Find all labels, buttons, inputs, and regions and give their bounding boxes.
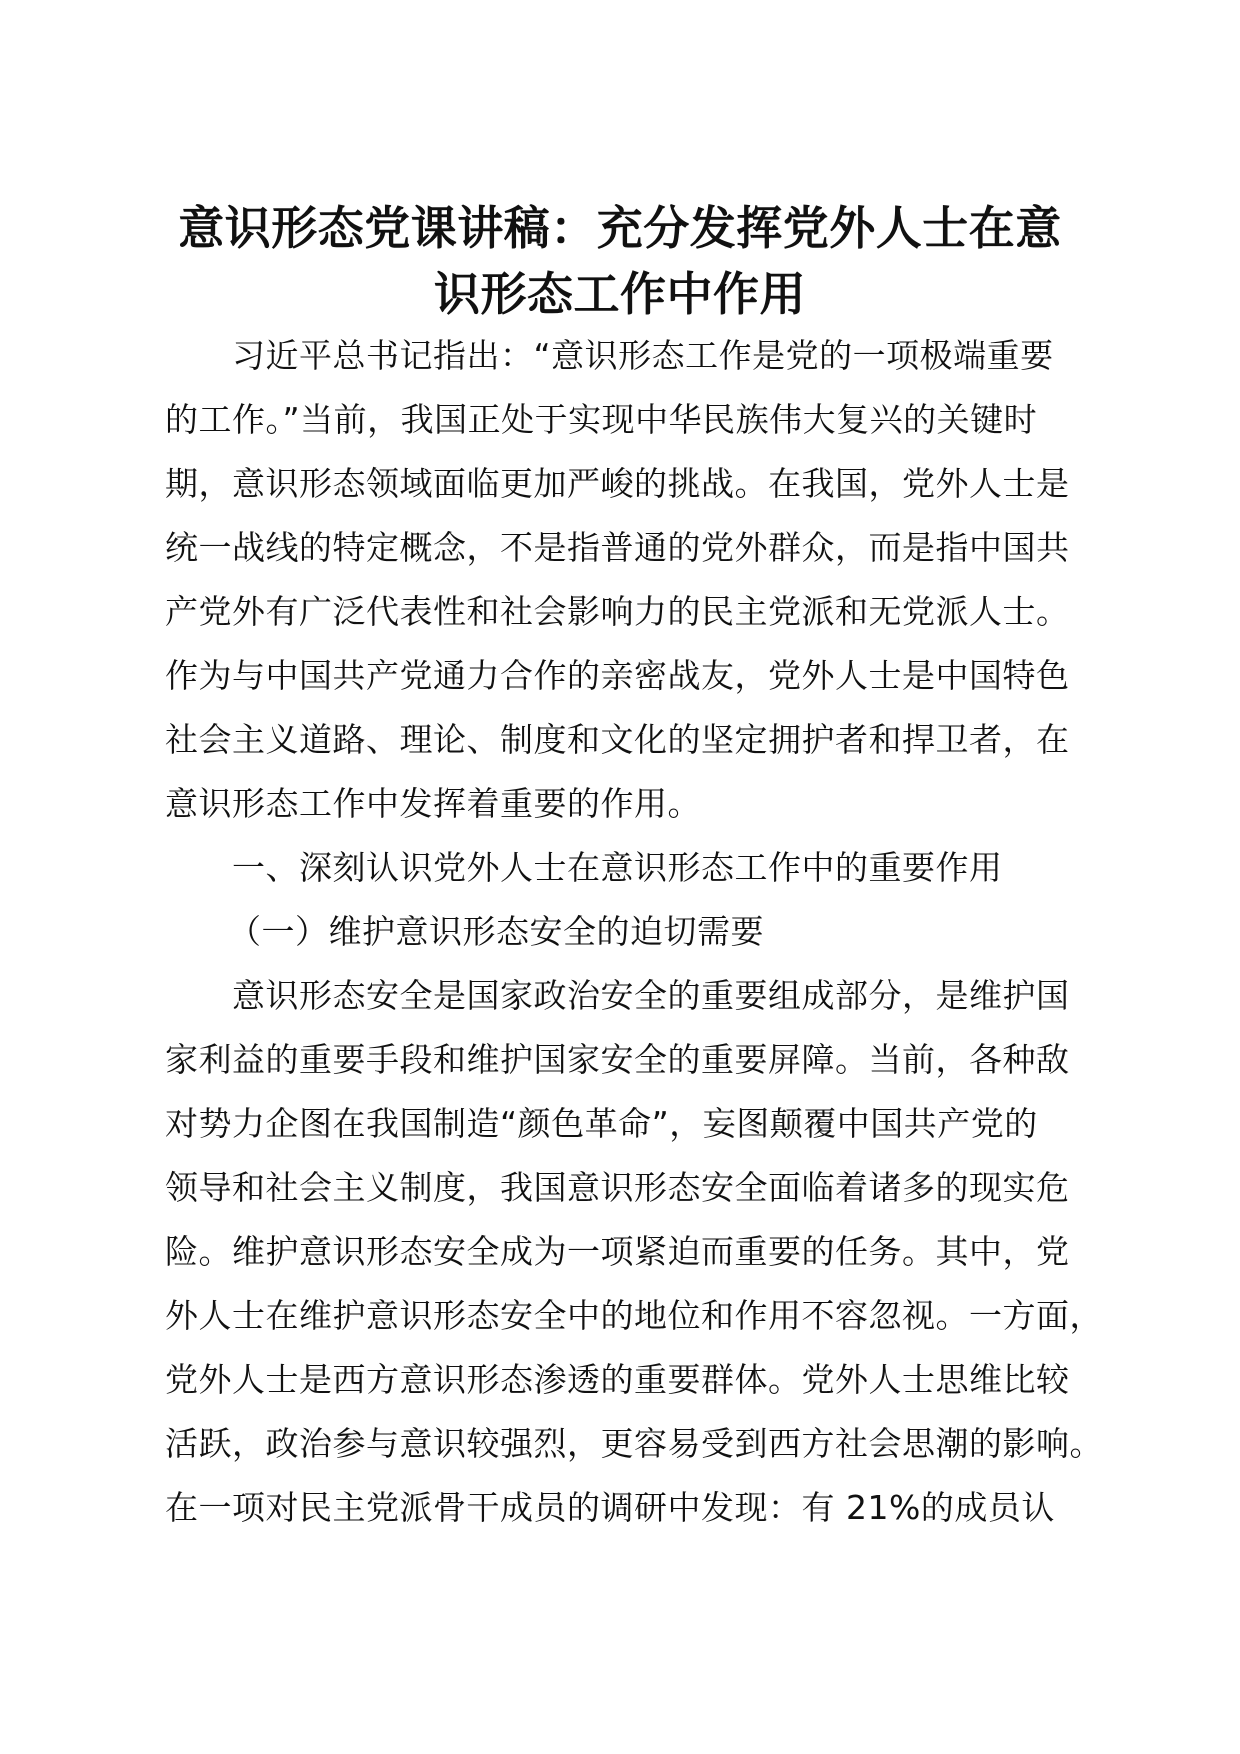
body-line: 党外人士是西方意识形态渗透的重要群体。党外人士思维比较 bbox=[165, 1360, 1070, 1399]
body-line: 领导和社会主义制度，我国意识形态安全面临着诸多的现实危 bbox=[165, 1168, 1070, 1207]
body-line: 活跃，政治参与意识较强烈，更容易受到西方社会思潮的影响。 bbox=[165, 1424, 1103, 1463]
body-line: 期，意识形态领域面临更加严峻的挑战。在我国，党外人士是 bbox=[165, 464, 1070, 503]
section-heading: 一、深刻认识党外人士在意识形态工作中的重要作用 bbox=[232, 848, 1003, 887]
body-line: 统一战线的特定概念，不是指普通的党外群众，而是指中国共 bbox=[165, 528, 1070, 567]
title-line-1: 意识形态党课讲稿：充分发挥党外人士在意 bbox=[178, 201, 1062, 255]
body-line: 习近平总书记指出：“意识形态工作是党的一项极端重要 bbox=[232, 336, 1054, 375]
body-line: 社会主义道路、理论、制度和文化的坚定拥护者和捍卫者，在 bbox=[165, 720, 1070, 759]
document-title bbox=[150, 195, 1090, 327]
body-line: 对势力企图在我国制造“颜色革命”，妄图颠覆中国共产党的 bbox=[165, 1104, 1038, 1143]
body-line: 家利益的重要手段和维护国家安全的重要屏障。当前，各种敌 bbox=[165, 1040, 1070, 1079]
subsection-heading: （一）维护意识形态安全的迫切需要 bbox=[228, 912, 764, 951]
body-line: 的工作。”当前，我国正处于实现中华民族伟大复兴的关键时 bbox=[165, 400, 1038, 439]
body-line: 在一项对民主党派骨干成员的调研中发现：有 21%的成员认 bbox=[165, 1488, 1055, 1527]
title-line-2: 识形态工作中作用 bbox=[434, 267, 806, 321]
body-line: 险。维护意识形态安全成为一项紧迫而重要的任务。其中，党 bbox=[165, 1232, 1070, 1271]
body-line: 外人士在维护意识形态安全中的地位和作用不容忽视。一方面， bbox=[165, 1296, 1103, 1335]
body-line: 产党外有广泛代表性和社会影响力的民主党派和无党派人士。 bbox=[165, 592, 1070, 631]
body-line: 意识形态安全是国家政治安全的重要组成部分，是维护国 bbox=[232, 976, 1070, 1015]
body-line: 意识形态工作中发挥着重要的作用。 bbox=[165, 784, 701, 823]
body-line: 作为与中国共产党通力合作的亲密战友，党外人士是中国特色 bbox=[165, 656, 1070, 695]
